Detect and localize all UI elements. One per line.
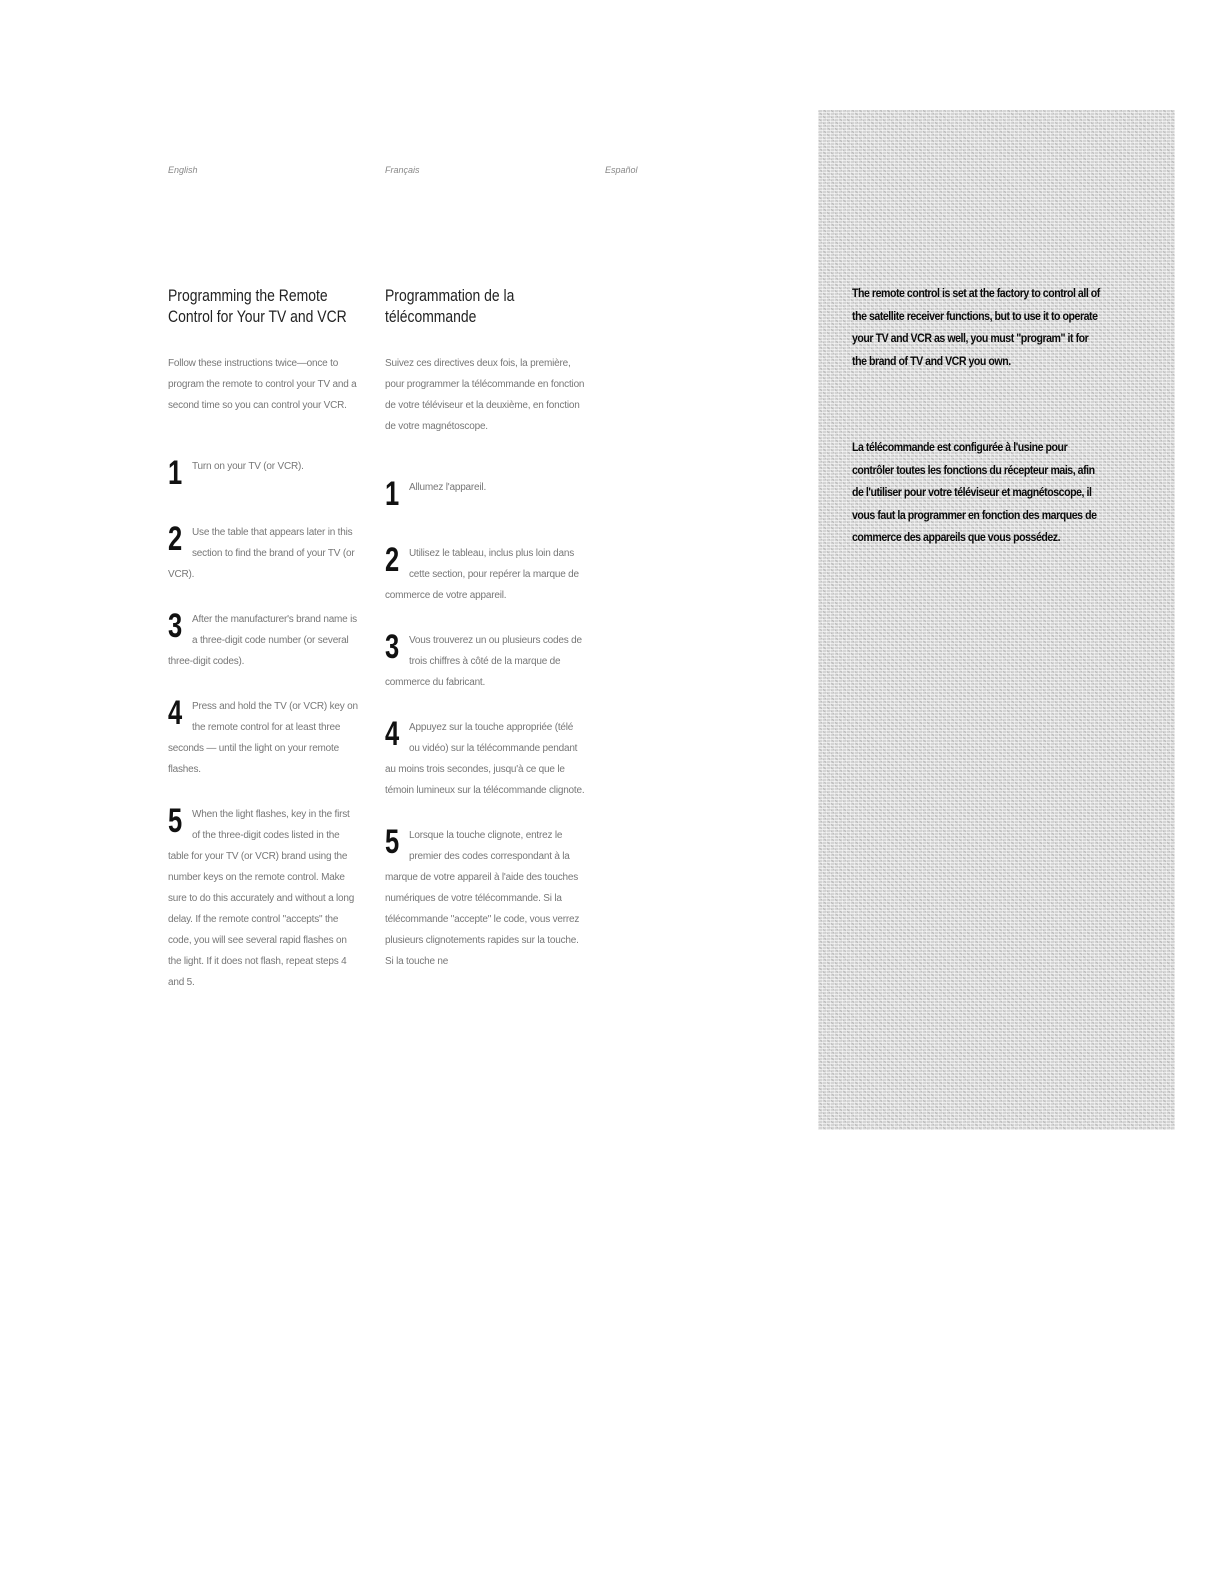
step-number: 1 <box>168 454 183 492</box>
french-step-4 <box>385 717 585 801</box>
english-step-4 <box>168 696 358 780</box>
english-column <box>168 285 358 1017</box>
step-text: Turn on your TV (or VCR). <box>192 461 304 472</box>
step-text: After the manufacturer's brand name is a three-digit code number (or several three-digit codes). <box>168 614 357 667</box>
language-label-french: Français <box>385 165 420 175</box>
language-label-english: English <box>168 165 198 175</box>
step-text: When the light flashes, key in the first of the three-digit codes listed in the table for your TV (or VCR) brand using the number keys on the remote control. Make sure to do this accurately and without a long delay. If the remote control "accepts" the code, you will see several rapid flashes on the light. If it does not flash, repeat steps 4 and 5. <box>168 809 355 988</box>
step-number: 4 <box>168 694 183 732</box>
english-step-1 <box>168 456 358 498</box>
french-column <box>385 285 585 996</box>
step-number: 2 <box>385 541 400 579</box>
step-number: 5 <box>385 823 400 861</box>
english-step-5 <box>168 804 358 993</box>
french-step-5 <box>385 825 585 972</box>
step-text: Allumez l'appareil. <box>409 482 487 493</box>
step-text: Utilisez le tableau, inclus plus loin dans cette section, pour repérer la marque de commerce de votre appareil. <box>385 548 579 601</box>
french-heading: Programmation de la télécommande <box>385 286 515 326</box>
step-number: 2 <box>168 520 183 558</box>
sidebar-note-french: La télécommande est configurée à l'usine pour contrôler toutes les fonctions du récepteur mais, afin de l'utiliser pour votre téléviseur et magnétoscope, il vous faut la programmer en fonction des marques de commerce des appareils que vous possédez. <box>852 442 1097 544</box>
step-number: 3 <box>168 607 183 645</box>
sidebar-note-english: The remote control is set at the factory to control all of the satellite receiver functions, but to use it to operate your TV and VCR as well, you must "program" it for the brand of TV and VCR you own. <box>852 288 1100 368</box>
english-heading: Programming the Remote Control for Your TV and VCR <box>168 286 347 326</box>
english-step-3 <box>168 609 358 672</box>
step-text: Lorsque la touche clignote, entrez le premier des codes correspondant à la marque de votre appareil à l'aide des touches numériques de votre télécommande. Si la télécommande "accepte" le code, vous verrez plusieurs clignotements rapides sur la touche. Si la touche ne <box>385 830 580 967</box>
french-intro: Suivez ces directives deux fois, la première, pour programmer la télécommande en fonction de votre téléviseur et la deuxième, en fonction de votre magnétoscope. <box>385 358 585 432</box>
english-step-2 <box>168 522 358 585</box>
step-number: 1 <box>385 475 400 513</box>
french-step-3 <box>385 630 585 693</box>
step-number: 4 <box>385 715 400 753</box>
step-number: 5 <box>168 802 183 840</box>
step-number: 3 <box>385 628 400 666</box>
step-text: Use the table that appears later in this section to find the brand of your TV (or VCR). <box>168 527 355 580</box>
english-intro: Follow these instructions twice—once to program the remote to control your TV and a second time so you can control your VCR. <box>168 358 357 411</box>
language-label-spanish: Español <box>605 165 638 175</box>
french-step-2 <box>385 543 585 606</box>
step-text: Appuyez sur la touche appropriée (télé ou vidéo) sur la télécommande pendant au moins trois secondes, jusqu'à ce que le témoin lumineux sur la télécommande clignote. <box>385 722 585 796</box>
step-text: Vous trouverez un ou plusieurs codes de trois chiffres à côté de la marque de commerce du fabricant. <box>385 635 582 688</box>
french-step-1 <box>385 477 585 519</box>
halftone-sidebar-panel <box>818 110 1175 1130</box>
step-text: Press and hold the TV (or VCR) key on the remote control for at least three seconds — until the light on your remote flashes. <box>168 701 358 775</box>
